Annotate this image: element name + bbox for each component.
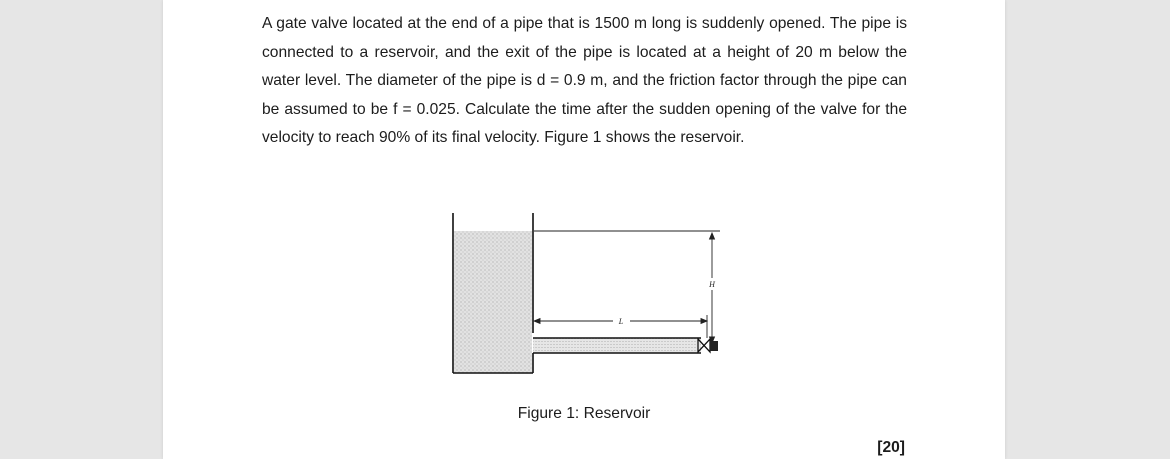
length-label: L: [618, 317, 624, 326]
reservoir-water: [454, 231, 532, 373]
figure-caption: Figure 1: Reservoir: [517, 405, 651, 422]
marks-label: [20]: [877, 439, 905, 456]
document-page: [163, 0, 1005, 459]
pipe: [533, 338, 701, 353]
question-text: A gate valve located at the end of a pipe that is 1500 m long is suddenly opened. The pipe is connected to a reservoir, and the exit of the pipe is located at a height of 20 m below the water level. The diameter of the pipe is d = 0.9 m, and the friction factor through the pipe can be assumed to be f = 0.025. Calculate the time after the sudden opening of the valve for the velocity to reach 90% of its final velocity. Figure 1 shows the reservoir.: [262, 15, 907, 147]
reservoir-figure: [448, 205, 728, 380]
height-label: H: [709, 280, 715, 289]
